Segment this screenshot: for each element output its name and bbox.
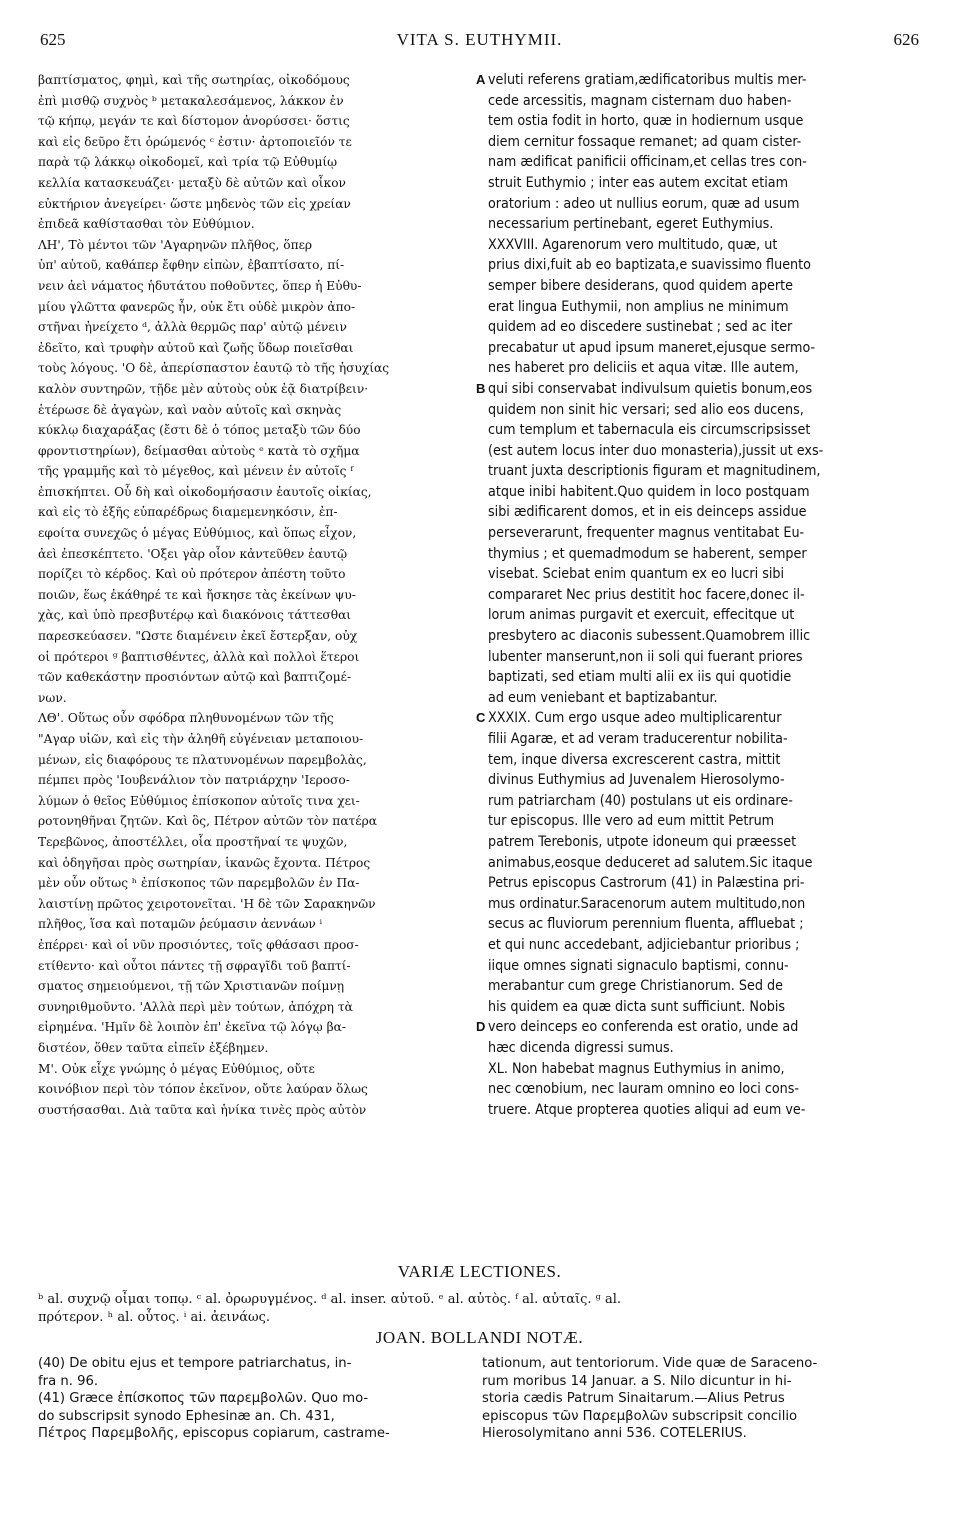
text-line: mus ordinatur.Saracenorum autem multitudo,non [488, 895, 806, 912]
text-line: secus ac fluviorum perennium fluenta, affluebat ; [488, 916, 804, 933]
text-line: ΛΘ'. Οὕτως οὖν σφόδρα πληθυνομένων τῶν τῆς [38, 711, 334, 726]
text-line: tationum, aut tentoriorum. Vide quæ de Saraceno- [482, 1356, 818, 1371]
text-line: μίου γλῶττα φανερῶς ἦν, οὐκ ἔτι οὐδὲ μικρὸν ἀπο- [38, 299, 356, 314]
text-line: τῶν καθεκάστην προσιόντων αὐτῷ καὶ βαπτιζομέ- [38, 670, 352, 685]
latin-text-column [488, 70, 928, 1120]
text-line: patrem Terebonis, utpote idoneum qui præesset [488, 833, 797, 850]
margin-marker-b: B [476, 381, 486, 396]
text-line: XXXVIII. Agarenorum vero multitudo, quæ, ut [488, 236, 778, 253]
text-line: παρεσκεύασεν. "Ωστε διαμένειν ἐκεῖ ἔστερξαν, οὐχ [38, 629, 358, 644]
text-line: ΛΗ', Τὸ μέντοι τῶν 'Αγαρηνῶν πλῆθος, ὅπερ [38, 237, 313, 252]
text-line: συνηριθμοῦντο. 'Αλλὰ περὶ μὲν τούτων, ἀπόχρη τὰ [38, 999, 353, 1014]
text-line: τοὺς λόγους. 'Ο δὲ, ἀπερίσπαστον ἑαυτῷ τὸ τῆς ἡσυχίας [38, 361, 390, 376]
text-line: τῷ κήπῳ, μεγάν τε καὶ δίστομον ἀνορύσσει· ὅστις [38, 114, 350, 129]
text-line: animabus,eosque deduceret ad salutem.Sic itaque [488, 854, 813, 871]
text-line: nes haberet pro deliciis et aqua vitæ. Ille autem, [488, 360, 799, 377]
text-line: veluti referens gratiam,ædificatoribus multis mer- [488, 72, 807, 88]
margin-marker-a: A [476, 72, 486, 87]
text-line: rum moribus 14 Januar. a S. Nilo dicuntur in hi- [482, 1373, 792, 1389]
text-line: μένων, εἰς διαφόρους τε πλατυνομένων παρεμβολὰς, [38, 752, 367, 767]
text-line: storia cædis Patrum Sinaitarum.—Alius Petrus [482, 1391, 785, 1407]
text-line: necessarium pertinebant, egeret Euthymius. [488, 216, 774, 233]
text-line: ποιῶν, ἕως ἐκάθηρέ τε καὶ ἤσκησε τὰς ἐκείνων ψυ- [38, 587, 356, 602]
text-line: νειν ἀεὶ νάματος ἡδυτάτου ποθοῦντες, ὅπερ ἡ Εὐθυ- [38, 278, 362, 293]
text-line: cede arcessitis, magnam cisternam duo haben- [488, 92, 792, 109]
text-line: merabantur cum grege Christianorum. Sed de [488, 978, 783, 995]
text-line: ὑπ' αὐτοῦ, καθάπερ ἔφθην εἰπὼν, ἐβαπτίσατο, πί- [38, 258, 345, 273]
page-number-left: 625 [40, 30, 66, 49]
variae-line: ᵇ al. συχνῷ οἶμαι τοπῳ. ᶜ al. ὀρωρυγμένος. ᵈ al. inser. αὐτοῦ. ᵉ al. αὐτὸς. ᶠ al. αὐταῖς. ᵍ al. [38, 1292, 622, 1307]
variae-lectiones-title: VARIÆ LECTIONES. [397, 1262, 562, 1281]
text-line: semper bibere desiderans, quod quidem aperte [488, 277, 793, 294]
text-line: precabatur ut apud ipsum maneret,ejusque sermo- [488, 339, 816, 356]
page-number-right: 626 [893, 30, 919, 49]
greek-text-column [38, 70, 478, 1120]
text-line: πορίζει τὸ κέρδος. Καὶ οὐ πρότερον ἀπέστη τοῦτο [38, 567, 346, 582]
margin-marker-c: C [476, 710, 486, 725]
page-header [40, 30, 919, 56]
text-line: visebat. Sciebat enim quantum ex eo lucri sibi [488, 566, 785, 583]
text-line: καὶ εἰς δεῦρο ἔτι ὁρώμενός ᶜ ἐστιν· ἀρτοποιεῖόν τε [38, 134, 352, 149]
text-line: ἐδεῖτο, καὶ τρυφὴν αὐτοῦ καὶ ζωῆς ὕδωρ ποιεῖσθαι [38, 340, 354, 355]
text-line: ροτονηθῆναι ζητῶν. Καὶ ὃς, Πέτρον αὐτῶν τὸν πατέρα [38, 814, 377, 829]
text-line: ἐπιδεᾶ καθίστασθαι τὸν Εὐθύμιον. [38, 217, 255, 232]
text-line: καλὸν συντηρῶν, τῇδε μὲν αὐτοὺς οὐκ ἐᾷ διατρίβειν· [38, 381, 369, 396]
text-line: sibi ædificarent domos, et in eis deinceps assidue [488, 504, 807, 521]
text-line: fra n. 96. [38, 1373, 99, 1389]
text-line: struit Euthymio ; inter eas autem excitat etiam [488, 174, 789, 191]
text-line: tur episcopus. Ille vero ad eum mittit Petrum [488, 813, 775, 830]
text-line: atque inibi habitent.Quo quidem in loco postquam [488, 483, 810, 500]
text-line: baptizati, sed etiam multi alii ex iis qui quotidie [488, 669, 792, 686]
text-line: κύκλῳ διαχαράξας (ἔστι δὲ ὁ τόπος μεταξὺ τῶν δύο [38, 423, 361, 438]
text-line: ἑτέρωσε δὲ ἀγαγὼν, καὶ ναὸν αὐτοῖς καὶ σκηνὰς [38, 402, 342, 417]
text-line: nec cœnobium, nec lauram omnino eo loci cons- [488, 1081, 799, 1098]
text-line: "Αγαρ υἱῶν, καὶ εἰς τὴν ἀληθῆ εὐγένειαν μεταποιου- [38, 732, 364, 746]
text-line: ετίθεντο· καὶ οὗτοι πάντες τῇ σφραγῖδι τοῦ βαπτί- [38, 958, 351, 973]
text-line: truant juxta descriptionis figuram et magnitudinem, [488, 463, 821, 480]
text-line: lubenter manserunt,non ii soli qui fuerant priores [488, 648, 803, 665]
text-line: λαιστίνῃ πρῶτος χειροτονεῖται. 'Η δὲ τῶν Σαρακηνῶν [38, 896, 376, 911]
variae-lectiones [38, 1290, 927, 1325]
text-line: καὶ ὁδηγῆσαι πρὸς σωτηρίαν, ἱκανῶς ἔχοντα. Πέτρος [38, 855, 371, 870]
text-line: μὲν οὖν οὕτως ʰ ἐπίσκοπος τῶν παρεμβολῶν ἐν Πα- [38, 876, 360, 891]
text-line: ἐπισκήπτει. Οὗ δὴ καὶ οἰκοδομήσασιν ἑαυτοῖς οἰκίας, [38, 484, 372, 499]
text-line: Petrus episcopus Castrorum (41) in Palæstina pri- [488, 875, 805, 892]
text-line: βαπτίσματος, φημὶ, καὶ τῆς σωτηρίας, οἰκοδόμους [38, 73, 350, 87]
running-title: VITA S. EUTHYMII. [396, 30, 563, 49]
text-line: τῆς γραμμῆς καὶ τὸ μέγεθος, καὶ μένειν ἐν αὐτοῖς ᶠ [38, 464, 354, 479]
text-line: rum patriarcham (40) postulans ut eis ordinare- [488, 792, 793, 809]
text-line: καὶ εἰς τὸ ἑξῆς εὐπαρέδρως διαμεμενηκόσιν, ἐπ- [38, 505, 338, 520]
text-line: εὐκτήριον ἀνεγείρει· ὥστε μηδενὸς τῶν εἰς χρείαν [38, 196, 351, 211]
text-line: et qui nunc accedebant, adjiciebantur prioribus ; [488, 936, 800, 953]
text-line: συστήσασθαι. Διὰ ταῦτα καὶ ἡνίκα τινὲς πρὸς αὐτὸν [38, 1102, 367, 1117]
text-line: φροντιστηρίων), δείμασθαι αὐτοὺς ᵉ κατὰ τὸ σχῆμα [38, 443, 360, 458]
text-line: compararet Nec prius destitit hoc facere,donec il- [488, 586, 805, 603]
text-line: (41) Græce ἐπίσκοπος τῶν παρεμβολῶν. Quo mo- [38, 1391, 369, 1407]
text-line: κοινόβιον περὶ τὸν τόπον ἐκεῖνον, οὔτε λαύραν ὅλως [38, 1082, 368, 1097]
text-line: prius dixi,fuit ab eo baptizata,e suavissimo fluento [488, 257, 811, 274]
text-line: lorum animas purgavit et exercuit, effecitque ut [488, 607, 795, 624]
text-line: Μ'. Οὐκ εἶχε γνώμης ὁ μέγας Εὐθύμιος, οὔτε [38, 1061, 315, 1076]
text-line: XXXIX. Cum ergo usque adeo multiplicarentur [488, 710, 782, 727]
text-line: πλῆθος, ἵσα καὶ ποταμῶν ῥεύμασιν ἀεννάων ⁱ [38, 917, 323, 932]
text-line: nam ædificat panificii officinam,et cellas tres con- [488, 154, 807, 171]
text-line: σματος σημειούμενοι, τῇ τῶν Χριστιανῶν ποίμνῃ [38, 979, 345, 994]
text-line: χὰς, καὶ ὑπὸ πρεσβυτέρῳ καὶ διακόνοις τάττεσθαι [38, 608, 352, 623]
text-line: oratorium : adeo ut nullius eorum, quæ ad usum [488, 195, 800, 212]
text-line: hæc dicenda digressi sumus. [488, 1039, 674, 1056]
text-line: λύμων ὁ θεῖος Εὐθύμιος ἐπίσκοπον αὐτοῖς τινα χει- [38, 793, 360, 808]
text-line: perseverarunt, frequenter magnus ventitabat Eu- [488, 525, 805, 542]
text-line: οἱ πρότεροι ᵍ βαπτισθέντες, ἀλλὰ καὶ πολλοὶ ἕτεροι [38, 649, 360, 664]
text-line: quidem ad eo discedere sustinebat ; sed ac iter [488, 319, 793, 336]
text-line: truere. Atque propterea quoties aliqui ad eum ve- [488, 1101, 806, 1118]
text-line: diem cernitur fossaque remanet; ad quam cister- [488, 133, 802, 150]
text-line: tem, inque diversa excrescerent castra, mittit [488, 751, 781, 768]
text-line: διστέον, ὅθεν ταῦτα εἰπεῖν ἐξέβημεν. [38, 1040, 269, 1055]
variae-line: πρότερον. ʰ al. οὗτος. ⁱ ai. ἀεινάως. [38, 1309, 271, 1325]
text-line: XL. Non habebat magnus Euthymius in animo, [488, 1060, 785, 1077]
text-line: κελλία κατασκευάζει· μεταξὺ δὲ αὐτῶν καὶ οἶκον [38, 175, 346, 190]
text-line: στῆναι ἠνείχετο ᵈ, ἀλλὰ θερμῶς παρ' αὐτῷ μένειν [38, 320, 347, 335]
text-line: εφοίτα συνεχῶς ὁ μέγας Εὐθύμιος, καὶ ὅπως εἶχον, [38, 526, 357, 541]
text-line: (40) De obitu ejus et tempore patriarchatus, in- [38, 1356, 352, 1371]
notes-right-column [482, 1355, 930, 1443]
margin-marker-d: D [476, 1019, 486, 1034]
text-line: ἐπέρρει· καὶ οἱ νῦν προσιόντες, τοῖς φθάσασι προσ- [38, 937, 359, 952]
text-line: thymius ; et quemadmodum se haberent, semper [488, 545, 807, 562]
text-line: qui sibi conservabat indivulsum quietis bonum,eos [488, 380, 813, 397]
text-line: Πέτρος Παρεμβολῆς, episcopus copiarum, castrame- [38, 1426, 390, 1442]
text-line: do subscripsit synodo Ephesinæ an. Ch. 431, [38, 1408, 335, 1424]
text-line: his quidem ea quæ dicta sunt sufficiunt. Nobis [488, 998, 786, 1015]
text-line: ad eum veniebant et baptizabantur. [488, 689, 718, 706]
text-line: tem ostia fodit in horto, quæ in hodiernum usque [488, 113, 804, 130]
text-line: ἐπὶ μισθῷ συχνὸς ᵇ μετακαλεσάμενος, λάκκον ἐν [38, 93, 344, 108]
text-line: Τερεβῶνος, ἀποστέλλει, οἷα προστῆναί τε ψυχῶν, [38, 834, 348, 849]
text-line: vero deinceps eo conferenda est oratio, unde ad [488, 1019, 799, 1036]
text-line: erat lingua Euthymii, non amplius ne minimum [488, 298, 789, 315]
text-line: ἀεὶ ἐπεσκέπτετο. 'Οξει γὰρ οἷον κἀντεῦθεν ἑαυτῷ [38, 546, 348, 561]
text-line: παρὰ τῷ λάκκῳ οἰκοδομεῖ, καὶ τρία τῷ Εὐθυμίῳ [38, 155, 338, 170]
text-line: filii Agaræ, et ad veram traducerentur nobilita- [488, 731, 788, 747]
text-line: episcopus τῶν Παρεμβολῶν subscripsit concilio [482, 1408, 798, 1424]
text-line: iique omnes signati signaculo baptismi, connu- [488, 957, 789, 974]
text-line: Hierosolymitano anni 536. COTELERIUS. [482, 1426, 747, 1442]
text-line: νων. [38, 690, 67, 705]
notes-title: JOAN. BOLLANDI NOTÆ. [375, 1328, 584, 1347]
text-line: εἰρημένα. 'Ημῖν δὲ λοιπὸν ἐπ' ἐκεῖνα τῷ λόγῳ βα- [38, 1020, 347, 1035]
text-line: presbytero ac diaconis subessent.Quamobrem illic [488, 628, 811, 645]
text-line: cum templum et tabernacula eis circumscripsisset [488, 422, 811, 439]
text-line: divinus Euthymius ad Juvenalem Hierosolymo- [488, 772, 785, 789]
text-line: πέμπει πρὸς 'Ιουβενάλιον τὸν πατριάρχην 'Ιεροσο- [38, 773, 350, 788]
text-line: quidem non sinit hic versari; sed alio eos ducens, [488, 401, 804, 418]
notes-left-column [38, 1355, 473, 1443]
text-line: (est autem locus inter duo monasteria),jussit ut exs- [488, 442, 824, 459]
